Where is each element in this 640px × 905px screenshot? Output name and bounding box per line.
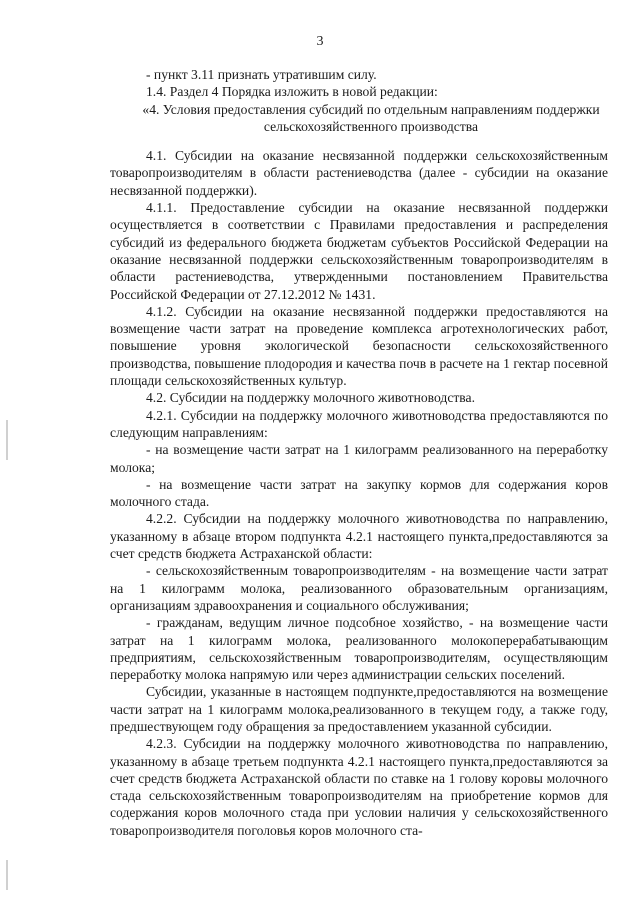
paragraph-item: 4.2.2. Субсидии на поддержку молочного животноводства по направлению, указанному в абзаце втором подпункта 4.2.1 настоящего пункта,предоставляются за счет средств бюджета Астраханской области: [110, 511, 608, 562]
scan-margin-mark [6, 860, 8, 890]
paragraph-item: - пункт 3.11 признать утратившим силу. [146, 67, 377, 82]
paragraph-item: 4.2.1. Субсидии на поддержку молочного животноводства предоставляются по следующим направлениям: [110, 407, 608, 440]
paragraph-item: 1.4. Раздел 4 Порядка изложить в новой редакции: [146, 84, 438, 100]
paragraph-item: - сельскохозяйственным товаропроизводителям - на возмещение части затрат на 1 килограмм молока, реализованного образовательным организациям, организациям здравоохранения и социального обслуживания; [110, 563, 608, 613]
paragraph-item: - на возмещение части затрат на 1 килограмм реализованного на переработку молока; [110, 442, 608, 475]
paragraph-item: 4.1.2. Субсидии на оказание несвязанной поддержки предоставляются на возмещение части затрат на проведение комплекса агротехнологических работ, повышение уровня экологической безопасности сельскохозяйственного производства, повышение плодородия и качества почв в расчете на 1 гектар посевной площади сельскохозяйственных культур. [110, 303, 608, 389]
paragraph-item: 4.2. Субсидии на поддержку молочного животноводства. [146, 390, 475, 406]
paragraph-item: 4.1. Субсидии на оказание несвязанной поддержки сельскохозяйственным товаропроизводителям в области растениеводства (далее - субсидии на оказание несвязанной поддержки). [110, 148, 608, 198]
paragraph-item: - гражданам, ведущим личное подсобное хозяйство, - на возмещение части затрат на 1 килограмм молока, реализованного молокоперерабатывающим предприятиям, сельскохозяйственным товаропроизводителям, осуществляющим переработку молока напрямую или через администрации сельских поселений. [110, 615, 608, 683]
paragraph-item: 4.2.3. Субсидии на поддержку молочного животноводства по направлению, указанному в абзаце третьем подпункта 4.2.1 настоящего пункта,предоставляются за счет средств бюджета Астраханской области по ставке на 1 голову коровы молочного стада сельскохозяйственным товаропроизводителям на приобретение кормов для содержания коров молочного стада при условии наличия у сельскохозяйственного товаропроизводителя поголовья коров молочного ста- [110, 736, 608, 838]
page-number: 3 [316, 34, 324, 49]
scan-margin-mark [6, 420, 8, 460]
paragraph-item: 4.1.1. Предоставление субсидии на оказание несвязанной поддержки осуществляется в соответствии с Правилами предоставления и распределения субсидий из федерального бюджета бюджетам субъектов Российской Федерации на оказание несвязанной поддержки сельскохозяйственным товаропроизводителям в области растениеводства, утвержденными постановлением Правительства Российской Федерации от 27.12.2012 № 1431. [110, 200, 608, 302]
paragraph-item: Субсидии, указанные в настоящем подпункте,предоставляются на возмещение части затрат на 1 килограмм молока,реализованного в текущем году, а также году, предшествующем году обращения за предоставлением указанной субсидии. [110, 684, 608, 734]
document-body [110, 66, 608, 839]
section-heading: «4. Условия предоставления субсидий по отдельным направлениям поддержки сельскохозяйственного производства [142, 101, 600, 134]
paragraph-item: - на возмещение части затрат на закупку кормов для содержания коров молочного стада. [110, 476, 608, 510]
